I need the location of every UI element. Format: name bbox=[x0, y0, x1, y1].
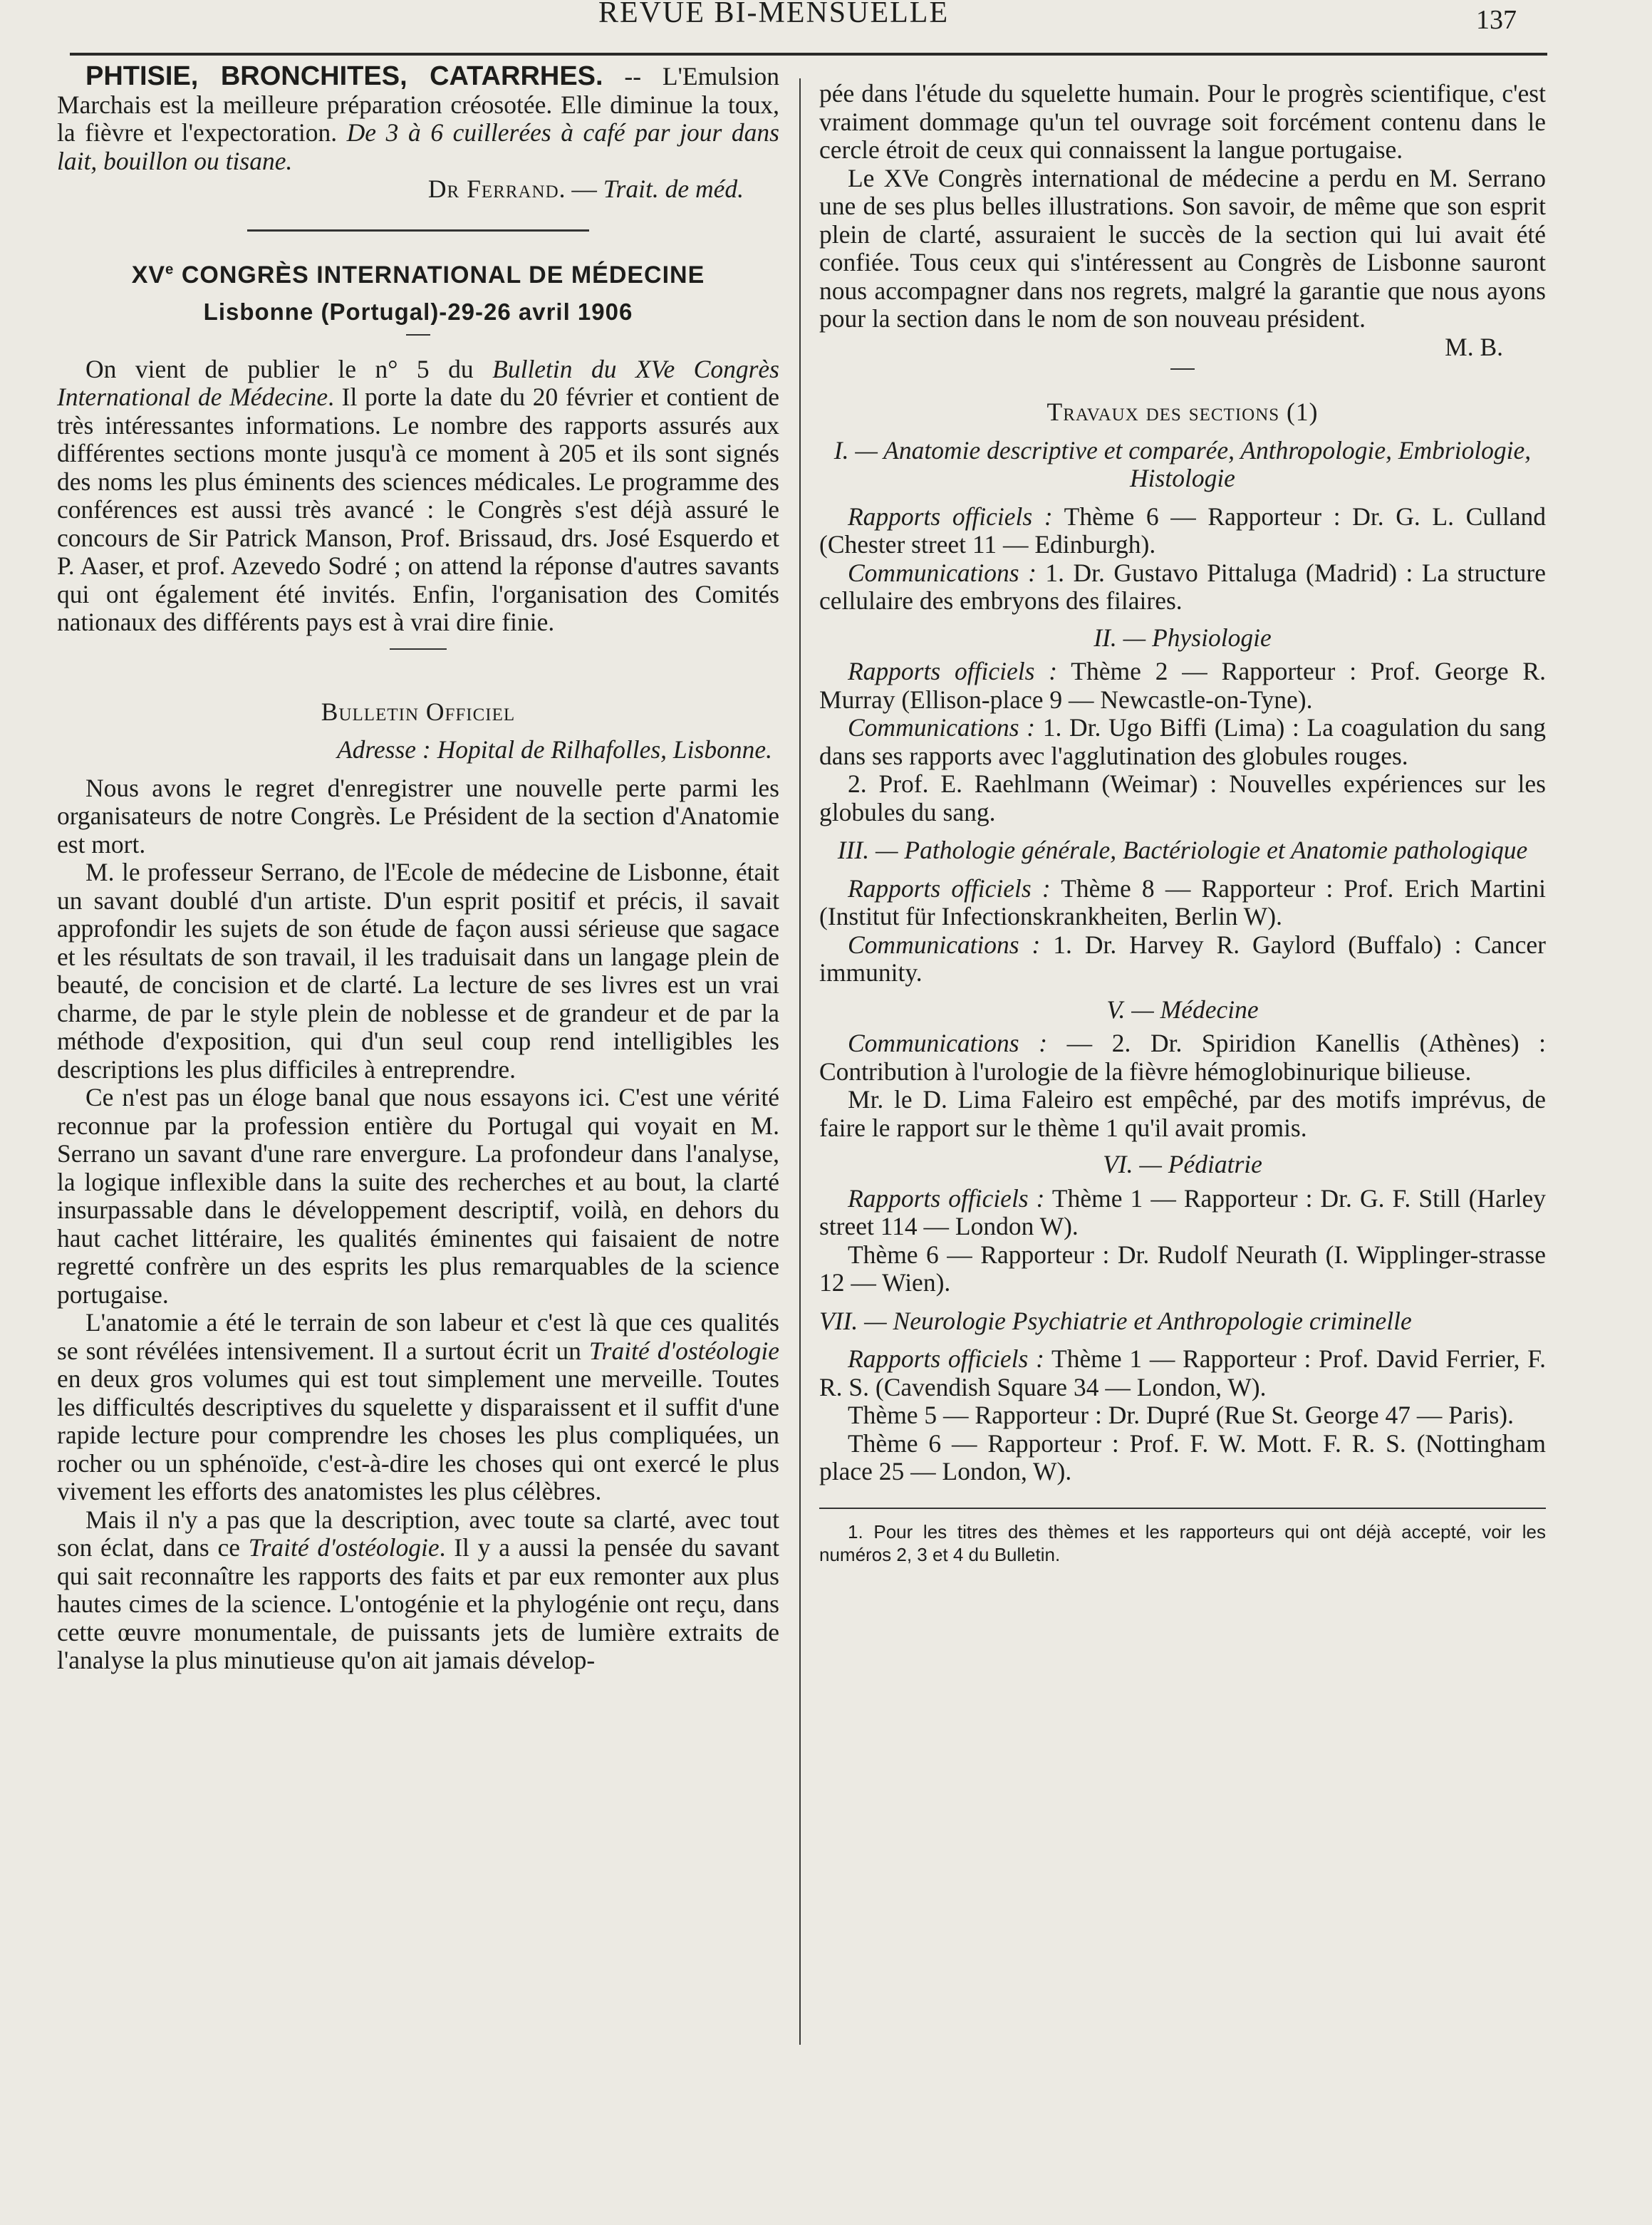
communications-label: Communications : bbox=[848, 713, 1036, 742]
ad-headline: PHTISIE, BRONCHITES, CATARRHES. bbox=[85, 61, 603, 91]
rapports-text: Thème 1 — Rapporteur : Prof. David Ferrier, F. R. S. (Cavendish Square 34 — London, W). bbox=[819, 1344, 1546, 1401]
page-number: 137 bbox=[1476, 5, 1517, 35]
communications-text: — 2. Dr. Spiridion Kanellis (Athènes) : Contribution à l'urologie de la fièvre hémoglobinurique bilieuse. bbox=[819, 1029, 1546, 1086]
section-heading: III. — Pathologie générale, Bactériologie et Anatomie pathologique bbox=[837, 836, 1528, 864]
communications-text: 1. Dr. Harvey R. Gaylord (Buffalo) : Cancer immunity. bbox=[819, 930, 1546, 987]
communications-label: Communications : bbox=[848, 930, 1041, 959]
p5-text-2: . Il y a aussi la pensée du savant qui sait reconnaître les rapports des faits et par eux remonter aux plus hautes cimes de la science. L'ontogénie et la phylogénie ont reçu, dans cette œuvre monumentale, de puissants jets de lumière extraits de l'analyse la plus minutieuse qu'on ait jamais dévelop- bbox=[57, 1533, 779, 1674]
rapports-label: Rapports officiels : bbox=[848, 873, 1051, 903]
bulletin-address-text: Adresse : Hopital de Rilhafolles, Lisbonne. bbox=[336, 735, 772, 764]
section-heading: V. — Médecine bbox=[1106, 995, 1259, 1024]
section-entry bbox=[819, 503, 1546, 559]
continued-paragraph: pée dans l'étude du squelette humain. Pour le progrès scientifique, c'est vraiment dommage qu'un tel ouvrage soit forcément contenu dans le cercle étroit de ceux qui connaissent la langue portugaise. bbox=[819, 79, 1546, 164]
column-divider bbox=[799, 78, 801, 2045]
rapports-text: Thème 1 — Rapporteur : Dr. G. F. Still (Harley street 114 — London W). bbox=[819, 1183, 1546, 1240]
congress-subtitle: Lisbonne (Portugal)-29-26 avril 1906 bbox=[203, 298, 633, 325]
ad-dosage: De 3 à 6 cuillerées à café par jour dans lait, bouillon ou tisane. bbox=[57, 118, 779, 175]
congress-intro bbox=[57, 356, 779, 637]
advertisement bbox=[57, 63, 779, 175]
rapports-label: Rapports officiels : bbox=[848, 502, 1053, 531]
ad-source-author: Dr Ferrand bbox=[427, 175, 559, 203]
intro-text-2: . Il porte la date du 20 février et contient de très intéressantes informations. Le nombre des rapports assurés aux différentes sections monte jusqu'à ce moment à 205 et ils sont signés des noms les plus éminents des sciences médicales. Le programme des conférences est aussi très avancé : le Congrès s'est déjà assuré le concours de Sir Patrick Manson, Prof. Brissaud, drs. José Esquerdo et P. Aaser, et prof. Azevedo Sodré ; on attend la réponse d'autres savants qui ont également été invités. Enfin, l'organisation des Comités nationaux des différents pays est à vrai dire finie. bbox=[57, 383, 779, 636]
right-column bbox=[819, 80, 1546, 1566]
section-entry bbox=[819, 658, 1546, 714]
rapports-label: Rapports officiels : bbox=[848, 1344, 1044, 1373]
section-entry: Thème 6 — Rapporteur : Prof. F. W. Mott. F. R. S. (Nottingham place 25 — London, W). bbox=[819, 1428, 1546, 1485]
congress-title-text: CONGRÈS INTERNATIONAL DE MÉDECINE bbox=[174, 261, 705, 289]
communications-text: 1. Dr. Gustavo Pittaluga (Madrid) : La structure cellulaire des embryons des filaires. bbox=[819, 558, 1546, 615]
p4-text-1: L'anatomie a été le terrain de son labeur et c'est là que ces qualités se sont révélées intensivement. Il a surtout écrit un bbox=[57, 1308, 779, 1365]
section-entry bbox=[819, 1345, 1546, 1401]
section-entry bbox=[819, 931, 1546, 987]
rapports-label: Rapports officiels : bbox=[848, 1183, 1045, 1213]
obituary-paragraph: Le XVe Congrès international de médecine a perdu en M. Serrano une de ses plus belles illustrations. Son savoir, de même que son esprit plein de clarté, assuraient le succès de la section qui lui avait été confiée. Tous ceux qui s'intéressent au Congrès de Lisbonne sauront nous accompagner dans nos regrets, malgré la garantie que nous ayons pour la section dans le nom de son nouveau président. bbox=[819, 163, 1546, 333]
section-entry bbox=[819, 559, 1546, 616]
bulletin-paragraph bbox=[57, 1309, 779, 1506]
ad-text: L'Emulsion Marchais est la meilleure préparation créosotée. Elle diminue la toux, la fièvre et l'expectoration. bbox=[57, 62, 779, 147]
p5-text-1: Mais il n'y a pas que la description, avec toute sa clarté, avec tout son éclat, dans ce bbox=[57, 1505, 779, 1562]
bulletin-heading: Bulletin Officiel bbox=[321, 697, 516, 726]
rapports-label: Rapports officiels : bbox=[848, 657, 1058, 685]
signature: M. B. bbox=[1445, 332, 1503, 361]
section-heading: II. — Physiologie bbox=[1093, 623, 1272, 652]
header-rule bbox=[70, 53, 1547, 56]
p5-book-title: Traité d'ostéologie bbox=[248, 1533, 440, 1562]
section-entry bbox=[819, 875, 1546, 931]
bulletin-paragraph: M. le professeur Serrano, de l'Ecole de médecine de Lisbonne, était un savant doublé d'un artiste. D'un esprit positif et précis, il savait approfondir les sujets de son étude de façon aussi sérieuse que sagace et les résultats de son travail, il les traduisait dans un langage plein de beauté, de concision et de clarté. La lecture de ses livres est un vrai charme, de par le style plein de noblesse et de grandeur et de par la méthode d'exposition, qui d'un seul coup rend intelligibles les descriptions les plus difficiles à entreprendre. bbox=[57, 858, 779, 1084]
section-entry: 2. Prof. E. Raehlmann (Weimar) : Nouvelles expériences sur les globules du sang. bbox=[819, 769, 1546, 826]
communications-label: Communications : bbox=[848, 558, 1037, 587]
ad-source bbox=[57, 175, 779, 204]
section-entry bbox=[819, 714, 1546, 770]
ad-dash: -- bbox=[603, 62, 663, 90]
dash-divider bbox=[406, 334, 430, 336]
footnote-rule bbox=[819, 1508, 1546, 1509]
communications-text: 1. Dr. Ugo Biffi (Lima) : La coagulation du sang dans ses rapports avec l'agglutination des globules rouges. bbox=[819, 713, 1547, 770]
section-note: Mr. le D. Lima Faleiro est empêché, par des motifs imprévus, de faire le rapport sur le thème 1 qu'il avait promis. bbox=[819, 1085, 1546, 1142]
section-heading: VII. — Neurologie Psychiatrie et Anthropologie criminelle bbox=[819, 1306, 1412, 1335]
congress-title bbox=[57, 260, 779, 290]
rapports-text: Thème 2 — Rapporteur : Prof. George R. Murray (Ellison-place 9 — Newcastle-on-Tyne). bbox=[819, 657, 1546, 714]
dash-divider bbox=[390, 648, 447, 650]
communications-label: Communications : bbox=[848, 1029, 1048, 1057]
ad-source-sep: . — bbox=[559, 175, 603, 203]
journal-title: REVUE BI-MENSUELLE bbox=[598, 0, 950, 29]
section-rule bbox=[247, 229, 589, 232]
intro-bulletin-title: Bulletin du XVe Congrès International de Médecine bbox=[57, 354, 779, 411]
bulletin-paragraph: Ce n'est pas un éloge banal que nous essayons ici. C'est une vérité reconnue par la profession entière du Portugal qui voyait en M. Serrano un savant d'une rare envergure. La profondeur dans l'analyse, la logique inflexible dans la suite des recherches et au bout, la clarté insurpassable dans le développement descriptif, voilà, en dehors du haut cachet littéraire, les qualités éminentes qui faisaient de notre regretté confrère un des esprits les plus remarquables de la science portugaise. bbox=[57, 1083, 779, 1309]
bulletin-paragraph bbox=[57, 1506, 779, 1675]
travaux-heading: Travaux des sections (1) bbox=[1046, 398, 1319, 426]
p4-book-title: Traité d'ostéologie bbox=[588, 1336, 780, 1365]
dash-divider bbox=[1170, 368, 1195, 370]
bulletin-address bbox=[57, 736, 779, 764]
left-column bbox=[57, 63, 779, 1675]
congress-numeral: XV bbox=[131, 261, 166, 289]
footnote: 1. Pour les titres des thèmes et les rapporteurs qui ont déjà accepté, voir les numéros 2, 3 et 4 du Bulletin. bbox=[819, 1520, 1546, 1565]
section-heading: VI. — Pédiatrie bbox=[1103, 1150, 1262, 1178]
p4-text-2: en deux gros volumes qui est tout simplement une merveille. Toutes les difficultés descriptives du squelette y disparaissent et il suffit d'une rapide lecture pour comprendre les choses les plus compliquées, un rocher ou un sphénoïde, c'est-à-dire les choses qui ont exercé le plus vivement les efforts des anatomistes les plus célèbres. bbox=[57, 1364, 779, 1505]
intro-text-1: On vient de publier le n° 5 du bbox=[85, 354, 493, 383]
bulletin-paragraph: Nous avons le regret d'enregistrer une nouvelle perte parmi les organisateurs de notre Congrès. Le Président de la section d'Anatomie est mort. bbox=[57, 773, 779, 859]
section-entry bbox=[819, 1029, 1546, 1086]
section-heading: I. — Anatomie descriptive et comparée, Anthropologie, Embriologie, Histologie bbox=[833, 435, 1532, 492]
section-entry bbox=[819, 1185, 1546, 1241]
rapports-text: Thème 6 — Rapporteur : Dr. G. L. Culland (Chester street 11 — Edinburgh). bbox=[819, 502, 1546, 559]
congress-numeral-sup: e bbox=[165, 261, 175, 278]
ad-source-work: Trait. de méd. bbox=[603, 175, 744, 203]
rapports-text: Thème 8 — Rapporteur : Prof. Erich Martini (Institut für Infectionskrankheiten, Berlin W). bbox=[819, 873, 1546, 930]
section-entry: Thème 5 — Rapporteur : Dr. Dupré (Rue St. George 47 — Paris). bbox=[848, 1401, 1514, 1429]
section-entry: Thème 6 — Rapporteur : Dr. Rudolf Neurath (I. Wipplinger-strasse 12 — Wien). bbox=[819, 1240, 1546, 1297]
